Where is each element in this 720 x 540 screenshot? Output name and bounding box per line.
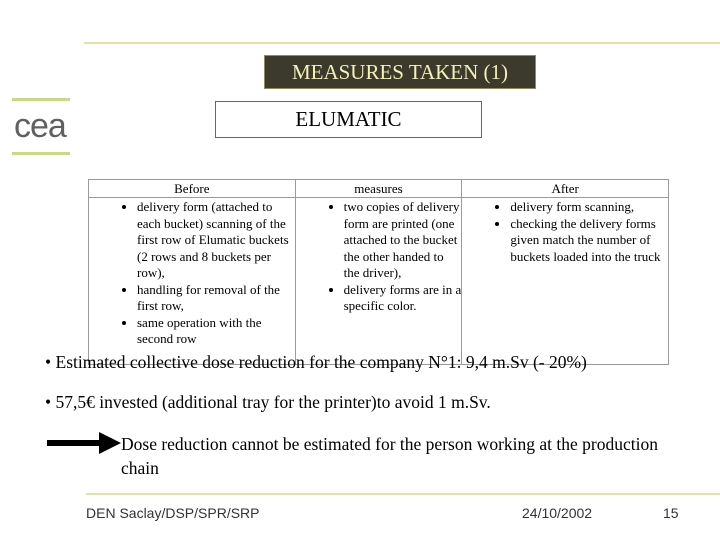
table-row	[89, 198, 669, 365]
after-cell	[462, 198, 669, 365]
footer-rule	[86, 493, 720, 495]
logo-rule-top	[12, 98, 70, 101]
footer-date: 24/10/2002	[522, 505, 593, 521]
list-item: • delivery forms are in a specific color.	[344, 282, 462, 315]
header-after: After	[462, 180, 669, 198]
footer-organization: DEN Saclay/DSP/SPR/SRP	[86, 505, 260, 521]
cea-logo	[12, 105, 72, 145]
list-item: • checking the delivery forms given match the number of buckets loaded into the truck	[510, 216, 668, 266]
comparison-table	[88, 179, 669, 365]
page-number: 15	[663, 505, 679, 521]
header-before: Before	[89, 180, 296, 198]
bullet-investment: • 57,5€ invested (additional tray for the printer)to avoid 1 m.Sv.	[45, 392, 491, 412]
measures-cell	[295, 198, 462, 365]
list-item: • same operation with the second row	[137, 315, 295, 348]
after-list	[462, 199, 668, 265]
slide-subtitle: ELUMATIC	[215, 101, 482, 138]
before-cell	[89, 198, 296, 365]
measures-list	[296, 199, 462, 315]
arrow-right-icon	[47, 430, 121, 456]
cea-logo-text: cea	[14, 107, 66, 145]
list-item: • delivery form (attached to each bucket) scanning of the first row of Elumatic buckets (2 rows and 8 buckets per row),	[137, 199, 295, 282]
table-header-row	[89, 180, 669, 198]
list-item: • two copies of delivery form are printed (one attached to the bucket the other handed to the driver),	[344, 199, 462, 282]
before-list	[89, 199, 295, 348]
top-rule	[84, 42, 720, 44]
bullet-dose-reduction: • Estimated collective dose reduction for the company N°1: 9,4 m.Sv (- 20%)	[45, 352, 587, 372]
header-measures: measures	[295, 180, 462, 198]
logo-rule-bottom	[12, 152, 70, 155]
list-item: • delivery form scanning,	[510, 199, 668, 216]
list-item: • handling for removal of the first row,	[137, 282, 295, 315]
slide-title: MEASURES TAKEN (1)	[264, 55, 536, 89]
conclusion-text: Dose reduction cannot be estimated for the person working at the production chain	[121, 434, 658, 478]
